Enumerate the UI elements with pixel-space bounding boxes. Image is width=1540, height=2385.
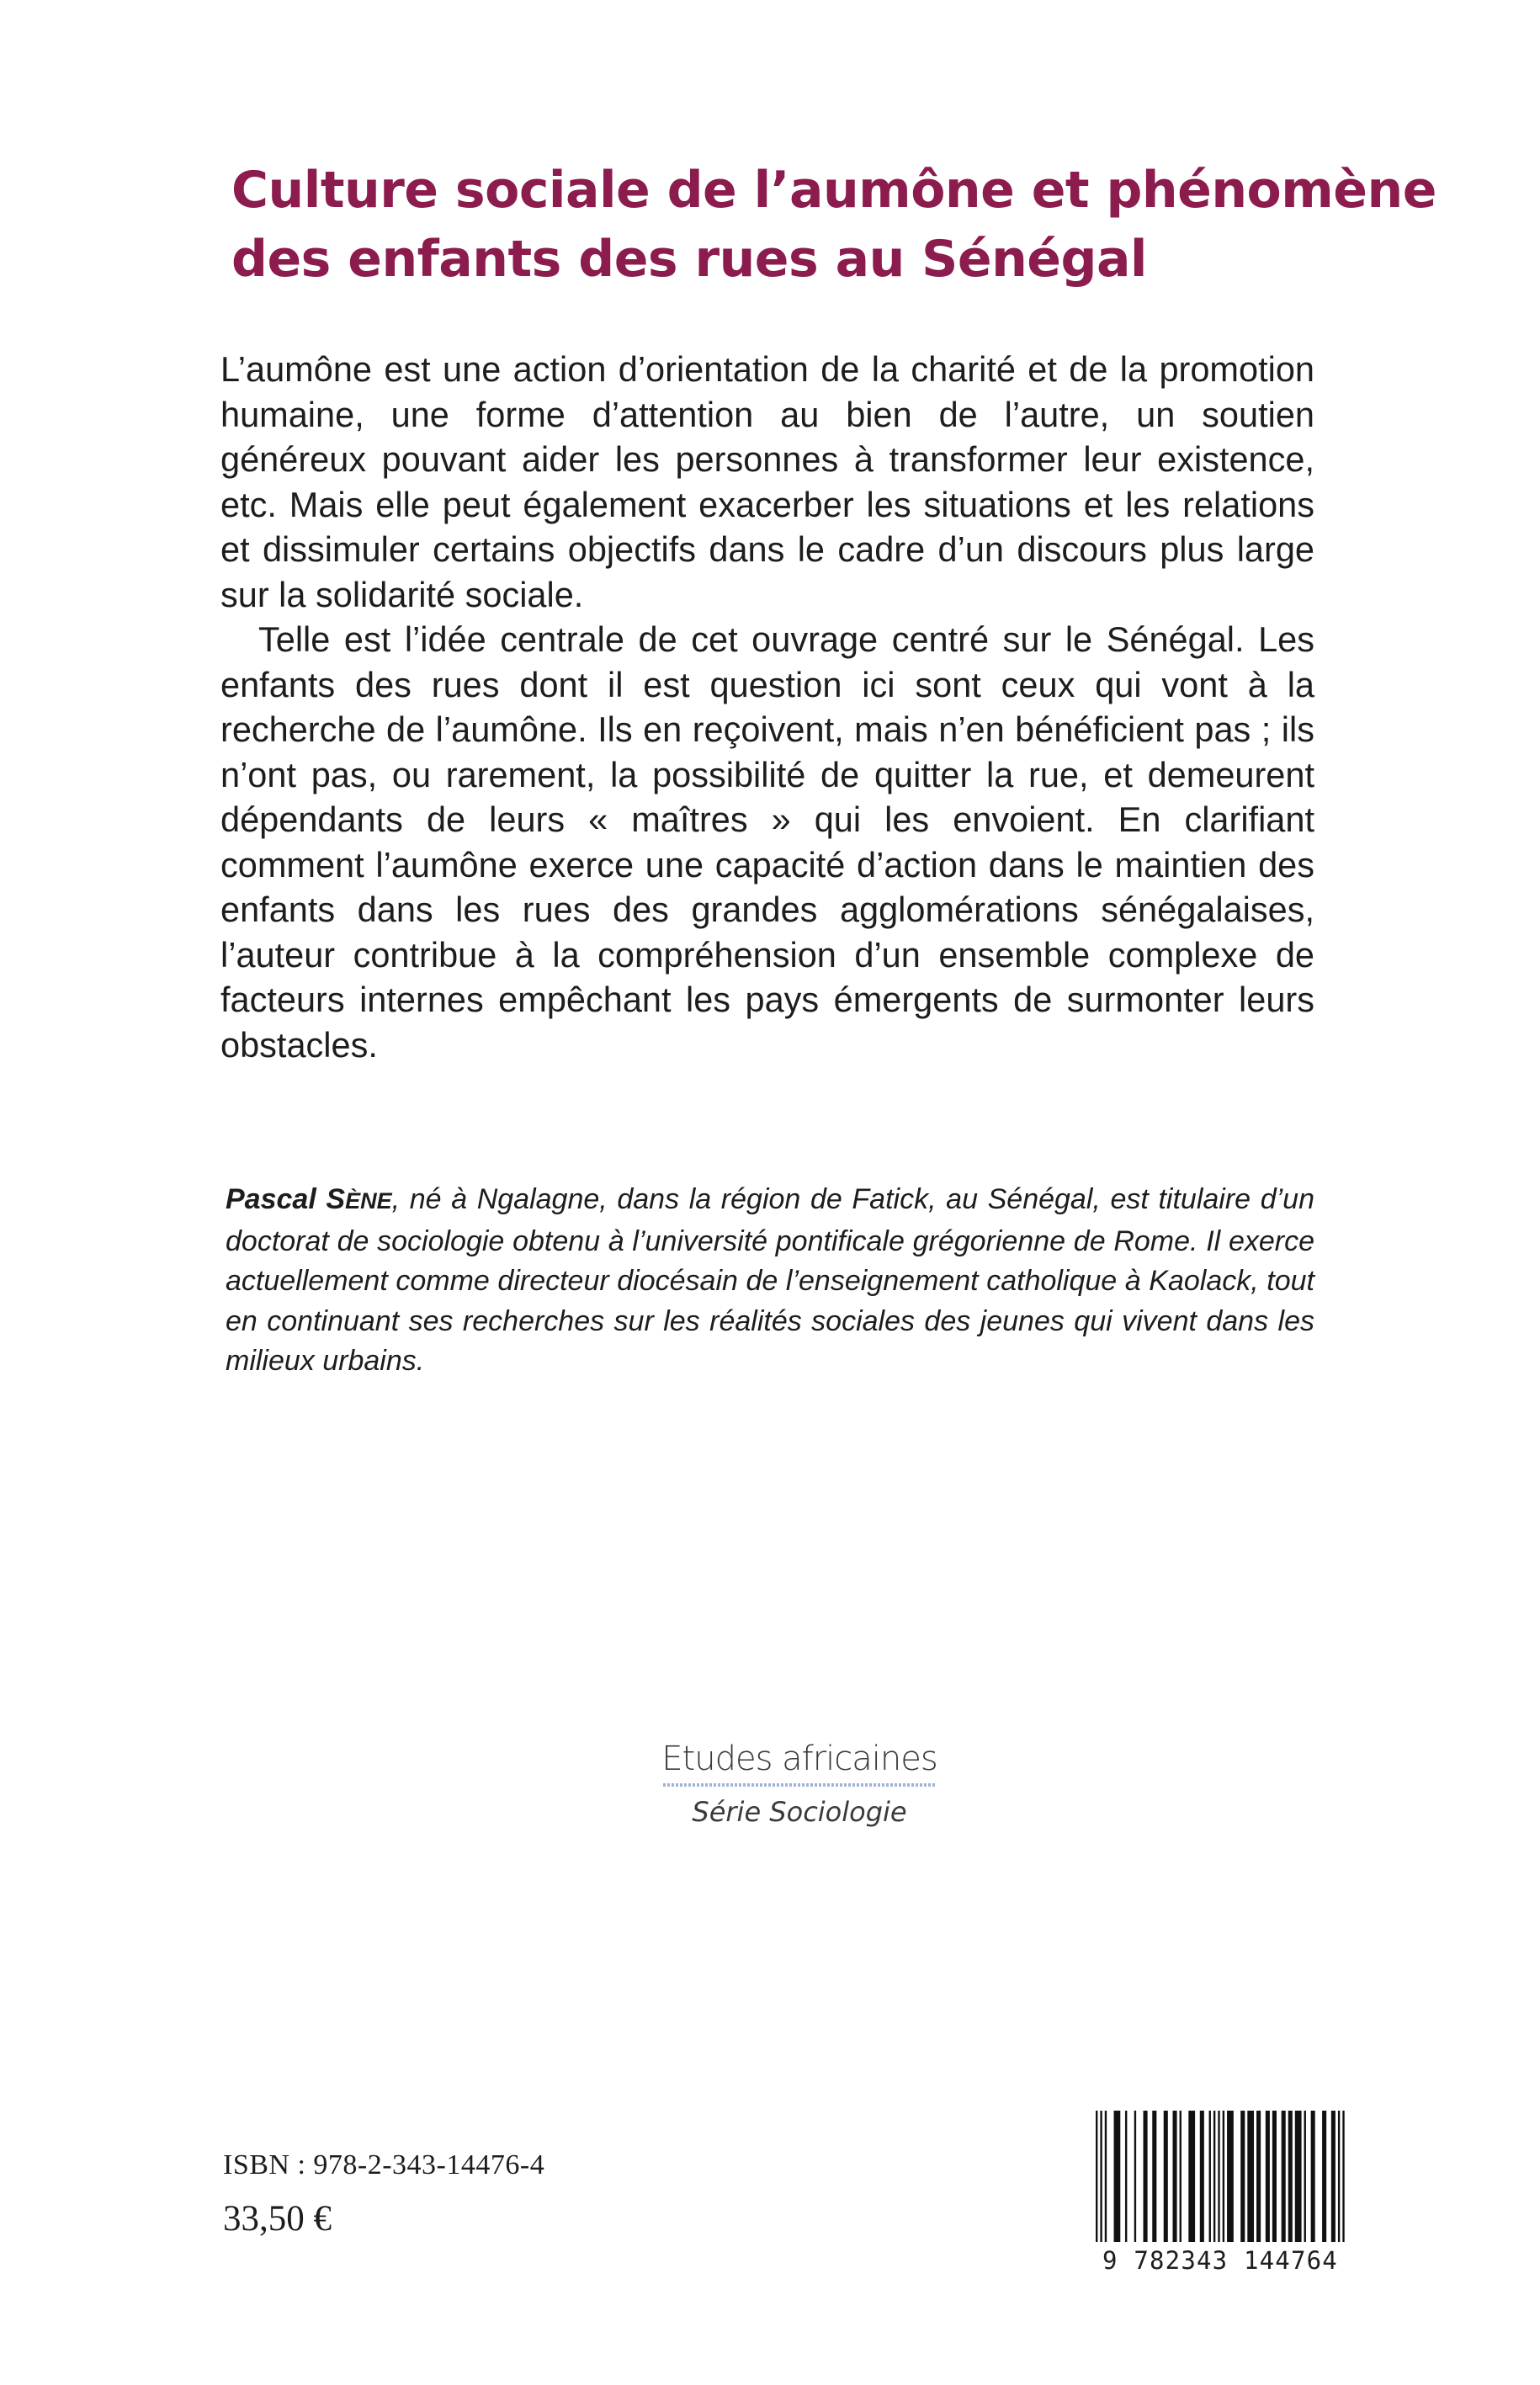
barcode-bar [1331,2111,1336,2259]
barcode-bar [1152,2111,1156,2259]
barcode-bar [1256,2111,1261,2259]
barcode-bar [1200,2111,1204,2259]
book-title [231,156,1436,294]
barcode-bar [1125,2111,1127,2259]
price: 33,50 € [223,2199,332,2239]
barcode-bar [1227,2111,1234,2259]
author-bio [226,1180,1314,1382]
author-bio-text: , né à Ngalagne, dans la région de Fatick, au Sénégal, est titulaire d’un doctorat de sociologie obtenu à l’université pontificale grégorienne de Rome. Il exerce actuellement comme directeur diocésain de l’enseignement catholique à Kaolack, tout en continuant ses recherches sur les réalités sociales des jeunes qui vivent dans les milieux urbains. [226,1183,1314,1377]
barcode-bar [1144,2111,1148,2259]
author-last-name-initial: S [326,1183,346,1215]
back-cover-blurb [220,347,1314,1067]
barcode-bar [1105,2111,1107,2259]
barcode-bar [1311,2111,1315,2259]
author-last-name-rest: ÈNE [345,1188,392,1214]
barcode-bar [1100,2111,1102,2259]
series-name: Etudes africaines [661,1740,937,1778]
barcode-bar [1096,2111,1097,2259]
blurb-paragraph-2: Telle est l’idée centrale de cet ouvrage centré sur le Sénégal. Les enfants des rues dont il est question ici sont ceux qui vont à la recherche de l’aumône. Ils en reçoivent, mais n’en bénéficient pas ; ils n’ont pas, ou rarement, la possibilité de quitter la rue, et demeurent dépendants de leurs « maîtres » qui les envoient. En clarifiant comment l’aumône exerce une capacité d’action dans le maintien des enfants dans les rues des grandes agglomérations sénégalaises, l’auteur contribue à la compréhension d’un ensemble complexe de facteurs internes empêchant les pays émergents de surmonter leurs obstacles. [220,619,1314,1065]
barcode-bar [1134,2111,1136,2259]
barcode-bar [1266,2111,1270,2259]
barcode-bar [1288,2111,1293,2259]
barcode-bar [1209,2111,1211,2259]
barcode [1090,2111,1351,2279]
barcode-bar [1213,2111,1215,2259]
author-name [226,1183,392,1215]
barcode-bar [1342,2111,1344,2259]
barcode-bar [1282,2111,1286,2259]
book-title-line-2: des enfants des rues au Sénégal [231,230,1147,289]
barcode-bar [1295,2111,1302,2259]
barcode-bar [1114,2111,1121,2259]
barcode-bar [1180,2111,1182,2259]
barcode-bar [1223,2111,1224,2259]
blurb-paragraph-1: L’aumône est une action d’orientation de la charité et de la promotion humaine, une forme d’attention au bien de l’autre, un soutien généreux pouvant aider les personnes à transformer leur existence, etc. Mais elle peut également exacerber les situations et les relations et dissimuler certains objectifs dans le cadre d’un discours plus large sur la solidarité sociale. [220,349,1314,614]
barcode-bar [1164,2111,1168,2259]
barcode-bar [1188,2111,1195,2259]
barcode-bar [1338,2111,1340,2259]
barcode-bar [1218,2111,1219,2259]
barcode-digits: 9 782343 144764 [1090,2242,1351,2279]
barcode-bar [1240,2111,1245,2259]
series-divider [663,1783,937,1787]
series-subseries: Série Sociologie [692,1796,907,1828]
barcode-bar [1172,2111,1176,2259]
barcode-bar [1304,2111,1306,2259]
isbn-number: ISBN : 978-2-343-14476-4 [223,2149,545,2180]
barcode-bar [1247,2111,1254,2259]
series-block [661,1738,938,1829]
author-first-name: Pascal [226,1183,316,1215]
barcode-bar [1272,2111,1277,2259]
book-title-line-1: Culture sociale de l’aumône et phénomène [231,161,1436,220]
barcode-bar [1322,2111,1326,2259]
